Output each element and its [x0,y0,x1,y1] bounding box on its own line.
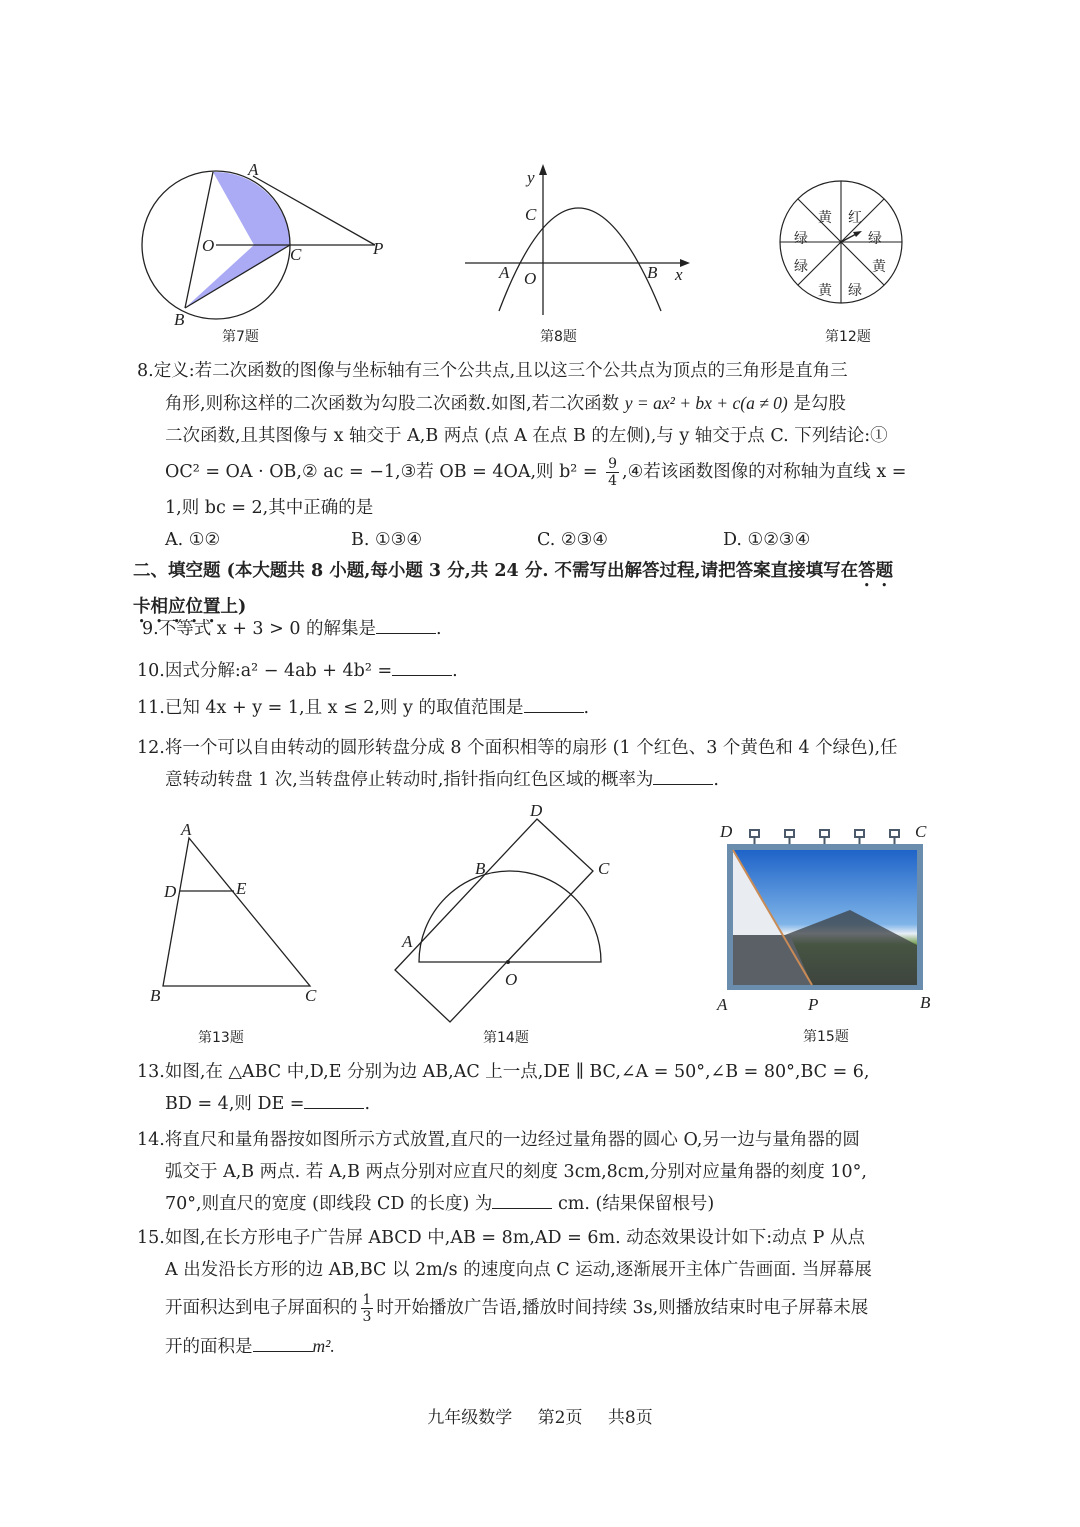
question-8 [137,355,952,556]
question-number: 9. [142,619,159,639]
mount-icons [750,830,899,844]
question-text: A 出发沿长方形的边 AB,BC 以 2m/s 的速度向点 C 运动,逐渐展开主体广告画面. 当屏幕展 [165,1260,872,1280]
label-A: A [248,160,259,179]
sector-label: 黄 [818,210,832,226]
question-text: 将直尺和量角器按如图所示方式放置,直尺的一边经过量角器的圆心 O,另一边与量角器的圆 [164,1130,860,1150]
unit-text: m². [312,1336,335,1356]
question-12 [137,732,952,796]
caption-q14: 第14题 [483,1030,529,1046]
question-9 [142,613,957,645]
question-number: 14. [137,1130,165,1150]
q8-line3: 二次函数,且其图像与 x 轴交于 A,B 两点 (点 A 在点 B 的左侧),与 y 轴交于点 C. 下列结论:① [165,426,888,446]
caption-q7: 第7题 [222,329,259,345]
label-C: C [305,986,317,1005]
period: . [436,619,442,639]
numerator: 1 [362,1292,372,1308]
sector-label: 黄 [872,259,886,275]
question-10 [137,655,952,687]
fraction [606,456,619,489]
label-B: B [174,310,185,329]
figure-q12-spinner [770,180,930,350]
question-text: 将一个可以自由转动的圆形转盘分成 8 个面积相等的扇形 (1 个红色、3 个黄色和 4 个绿色),任 [164,738,898,758]
question-number: 15. [137,1228,165,1248]
answer-blank[interactable] [492,1190,552,1209]
question-text: 70°,则直尺的宽度 (即线段 CD 的长度) 为 [165,1194,493,1214]
q8-formula: y = ax² + bx + c(a ≠ 0) [624,393,788,413]
sector-label: 黄 [818,283,832,299]
period: . [452,661,458,681]
question-number: 13. [137,1062,165,1082]
q8-line5: 1,则 bc = 2,其中正确的是 [165,498,374,518]
label-E: E [236,879,247,898]
option-c[interactable]: C. ②③④ [537,530,608,550]
label-D: D [720,822,733,841]
footer-subject: 九年级数学 [427,1408,513,1428]
caption-q8: 第8题 [540,329,577,345]
question-number: 10. [137,661,165,681]
label-C: C [525,205,537,224]
question-text: 时开始播放广告语,播放时间持续 3s,则播放结束时电子屏幕未展 [376,1298,869,1318]
period: . [583,698,590,718]
answer-blank[interactable] [524,694,584,713]
label-C: C [915,822,927,841]
label-O: O [202,236,215,255]
answer-blank[interactable] [392,657,452,676]
option-a[interactable]: A. ①② [165,530,221,550]
caption-q13: 第13题 [198,1030,244,1046]
label-A: A [181,820,192,839]
q8-line4: OC² = OA · OB,② ac = −1,③若 OB = 4OA,则 b² = [165,462,604,482]
option-b[interactable]: B. ①③④ [351,530,423,550]
question-14 [137,1124,952,1220]
denominator: 4 [608,473,618,489]
question-text: 如图,在 △ABC 中,D,E 分别为边 AB,AC 上一点,DE ∥ BC,∠A = 50°,∠B = 80°,BC = 6, [164,1062,870,1082]
q8-options [137,524,952,556]
question-number: 8. [137,361,154,381]
label-O: O [524,269,537,288]
footer-total-pages: 共8页 [607,1408,653,1428]
q8-line1: 定义:若二次函数的图像与坐标轴有三个公共点,且以这三个公共点为顶点的三角形是直角三 [153,361,848,381]
page-footer [0,1403,1080,1428]
label-y: y [527,168,535,187]
question-text: 弧交于 A,B 两点. 若 A,B 两点分别对应直尺的刻度 3cm,8cm,分别对应量角器的刻度 10°, [165,1162,867,1182]
label-P: P [373,239,384,258]
figure-q15-billboard [700,815,950,1050]
emphasized-text: 卡相应位置 [133,597,221,617]
period: . [713,770,719,790]
question-text: BD = 4,则 DE = [165,1094,305,1114]
label-B: B [150,986,161,1005]
q8-line2: 角形,则称这样的二次函数为勾股二次函数.如图,若二次函数 [165,394,625,414]
figure-q7 [130,160,410,350]
label-P: P [808,995,819,1014]
unit-text: cm. (结果保留根号) [552,1194,715,1214]
label-x: x [675,265,683,284]
answer-blank[interactable] [253,1333,313,1352]
sector-label: 绿 [794,259,808,275]
label-B: B [647,263,658,282]
answer-blank[interactable] [304,1090,364,1109]
question-text: 开的面积是 [165,1337,253,1357]
label-B: B [475,859,486,878]
period: . [364,1094,371,1114]
label-A: A [499,263,510,282]
denominator: 3 [362,1309,372,1325]
option-d[interactable]: D. ①②③④ [723,530,811,550]
footer-page-number: 第2页 [537,1408,583,1428]
sector-label: 绿 [848,283,862,299]
emphasized-text: 答题 [858,561,894,581]
label-D: D [164,882,177,901]
question-11 [137,692,952,724]
question-text: 已知 4x + y = 1,且 x ≤ 2,则 y 的取值范围是 [164,698,524,718]
answer-blank[interactable] [653,766,713,785]
question-text: 因式分解:a² − 4ab + 4b² = [164,661,393,681]
q8-line4-end: ,④若该函数图像的对称轴为直线 x = [622,462,907,482]
label-B: B [920,993,931,1012]
figure-q14 [390,800,640,1050]
section-heading-text: 二、填空题 (本大题共 8 小题,每小题 3 分,共 24 分. 不需写出解答过程,请把答案直接填写在 [133,561,859,581]
section-heading-end: 上) [220,597,247,617]
caption-q12: 第12题 [825,329,871,345]
question-15 [137,1222,952,1363]
label-C: C [290,245,302,264]
figure-q8 [455,160,705,350]
sector-label: 绿 [794,231,808,247]
fraction [361,1292,374,1325]
label-O: O [505,970,518,989]
question-text: 意转动转盘 1 次,当转盘停止转动时,指针指向红色区域的概率为 [165,770,654,790]
question-text: 不等式 x + 3 > 0 的解集是 [158,619,377,639]
label-A: A [717,995,728,1014]
label-C: C [598,859,610,878]
question-number: 11. [137,698,165,718]
sector-label: 红 [848,210,862,226]
sector-label: 绿 [868,231,882,247]
answer-blank[interactable] [376,615,436,634]
q8-line2-end: 是勾股 [787,394,846,414]
numerator: 9 [608,456,618,472]
figure-q13 [140,815,340,1050]
label-D: D [530,801,543,820]
question-number: 12. [137,738,165,758]
caption-q15: 第15题 [803,1029,849,1045]
question-text: 开面积达到电子屏面积的 [165,1298,358,1318]
question-text: 如图,在长方形电子广告屏 ABCD 中,AB = 8m,AD = 6m. 动态效果设计如下:动点 P 从点 [164,1228,866,1248]
label-A: A [402,932,413,951]
question-13 [137,1056,952,1120]
